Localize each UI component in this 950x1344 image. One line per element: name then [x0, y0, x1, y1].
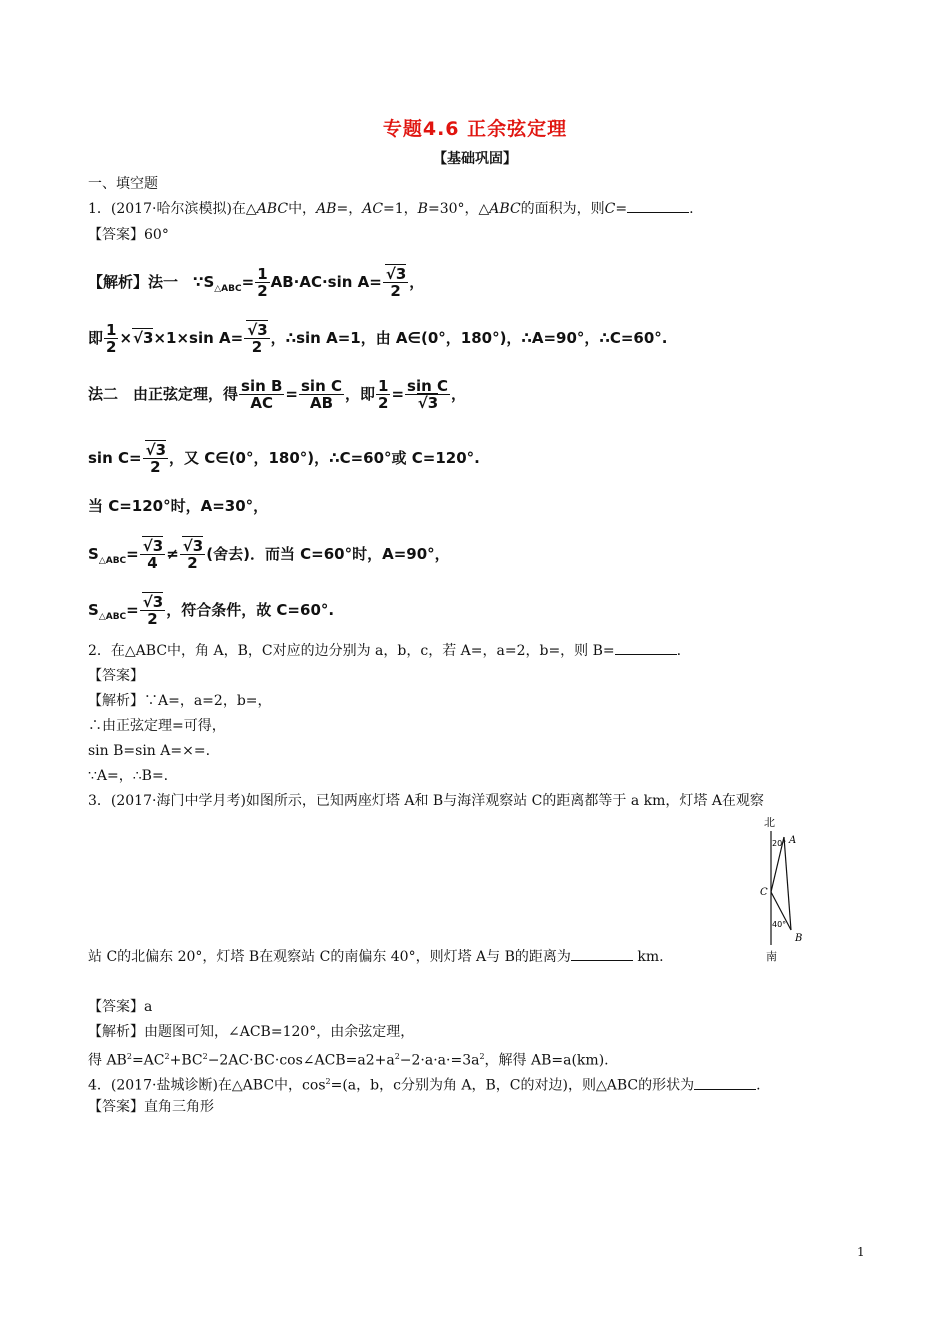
point-a-label: A [789, 835, 797, 846]
solution-1-line-7: $S_{\triangle ABC}=$ √ $\frac{3}{2}$ ，符合条件，故 C=60°. [88, 594, 334, 627]
solution-1-line-1: 【解析】法一 $\because S_{\triangle ABC}=$ $\frac{1}{2}$ AB·AC·sin A= √ $\frac{3}{2}$ ， [88, 266, 424, 299]
solution-3-line-1: 【解析】由题图可知，∠ACB=120°，由余弦定理， [88, 1024, 415, 1040]
section-subtitle: 【基础巩固】 [433, 151, 517, 167]
question-3-line-2: 站 C的北偏东 20°，灯塔 B在观察站 C的南偏东 40°，则灯塔 A与 B的距离为 km. [88, 949, 664, 965]
question-4: 4．(2017·盐城诊断)在△ABC中，$\cos^2=(a$，b，c分别为角 A，B，C的对边)，则△ABC的形状为 . [88, 1077, 761, 1094]
answer-1: 【答案】60° [88, 227, 169, 243]
page-title: 专题4.6 正余弦定理 [382, 118, 568, 140]
answer-blank [627, 200, 689, 213]
section-heading: 一、填空题 [88, 176, 158, 192]
solution-1-line-2: 即 $\frac{1}{2}$ ×√ 3×1×sin A= √ $\frac{3}{2}$ ，∴sin A=1，由 A∈(0°，180°)，∴A=90°，∴C=60°. [88, 322, 668, 355]
page-number: 1 [857, 1245, 865, 1259]
solution-1-line-6: $S_{\triangle ABC}=$ √ $\frac{3}{4}$ ≠ √ $\frac{3}{2}$ (舍去)．而当 C=60°时，A=90°， [88, 538, 450, 571]
question-3-line-1: 3．(2017·海门中学月考)如图所示，已知两座灯塔 A和 B与海洋观察站 C的距离都等于 a km，灯塔 A在观察 [88, 793, 764, 809]
answer-4: 【答案】直角三角形 [88, 1099, 214, 1115]
answer-2: 【答案】 [88, 668, 144, 684]
point-b-label: B [795, 933, 803, 944]
point-c-label: C [760, 887, 768, 898]
solution-1-line-3: 法二 由正弦定理，得 $\frac{\text{sin B}}{AC}$ = $\frac{\text{sin C}}{AB}$ ，即 $\frac{1}{2}$ = sin C √ 3 ， [88, 378, 466, 411]
north-label: 北 [764, 816, 775, 829]
answer-blank [571, 948, 633, 961]
solution-2-line-4: ∵A=，∴B=. [88, 768, 169, 784]
solution-3-line-2: 得 $AB^2=AC^2+BC^2-2AC\cdot BC\cdot\cos\angle ACB=a2+a^2-2\cdot a\cdot a\cdot=3a^2$，解得 AB=a(km). [88, 1052, 609, 1069]
lighthouse-diagram [756, 813, 816, 965]
solution-1-line-5: 当 C=120°时，A=30°， [88, 497, 269, 515]
solution-1-line-4: sin C= √ $\frac{3}{2}$ ，又 C∈(0°，180°)，∴C=60°或 C=120°. [88, 442, 480, 475]
angle-40-label: 40° [772, 920, 787, 929]
solution-2-line-2: ∴由正弦定理=可得， [88, 718, 226, 734]
question-1: 1．(2017·哈尔滨模拟)在△ABC中，AB=，AC=1，B=30°，△ABC的面积为，则C= . [88, 201, 694, 217]
answer-blank [694, 1077, 756, 1090]
south-label: 南 [766, 950, 777, 963]
question-2: 2．在△ABC中，角 A，B，C对应的边分别为 a，b，c，若 A=，a=2，b=，则 B= . [88, 643, 682, 659]
solution-2-line-1: 【解析】∵A=，a=2，b=， [88, 693, 272, 709]
angle-20-label: 20° [772, 839, 787, 848]
answer-blank [615, 642, 677, 655]
answer-3: 【答案】a [88, 999, 153, 1015]
solution-2-line-3: sin B=sin A=×=. [88, 743, 211, 759]
